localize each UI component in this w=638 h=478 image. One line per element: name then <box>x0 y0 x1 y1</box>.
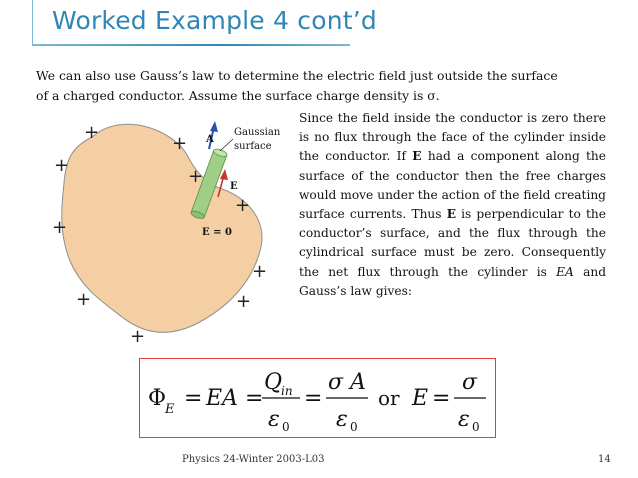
title-underline <box>32 44 350 46</box>
plus-sign: + <box>52 217 68 238</box>
conductor-diagram <box>52 111 295 346</box>
eq-epsilon-1-sub: 0 <box>282 420 290 434</box>
intro-line-1: We can also use Gauss’s law to determine the electric field just outside the surface <box>36 68 558 83</box>
plus-sign: + <box>130 326 146 346</box>
plus-sign: + <box>188 166 204 187</box>
explanation-paragraph: Since the field inside the conductor is zero there is no flux through the face of the cylinder inside the conductor. If E had a component along the surface of the conductor then the free charges would move under the action of the field creating surface currents. Thus E is perpendicular to the conductor’s surface, and the flux through the cylindrical surface must be zero. Consequently the net flux through the cylinder is EA and Gauss’s law gives: <box>299 111 606 298</box>
eq-equals-1: = <box>184 386 203 411</box>
eq-epsilon-2-sub: 0 <box>350 420 358 434</box>
label-E: E <box>230 181 238 192</box>
eq-Q-subscript: in <box>281 384 293 398</box>
intro-line-2: of a charged conductor. Assume the surface charge density is σ. <box>36 88 440 103</box>
label-surface: surface <box>234 141 272 152</box>
eq-epsilon-3-sub: 0 <box>472 420 480 434</box>
eq-equals-2: = <box>245 386 264 411</box>
eq-phi-subscript: E <box>165 402 175 417</box>
eq-epsilon-2: ε <box>336 407 348 432</box>
eq-epsilon-1: ε <box>268 407 280 432</box>
label-gaussian: Gaussian <box>234 127 281 138</box>
footer-course: Physics 24-Winter 2003-L03 <box>182 454 325 465</box>
gauss-law-equation <box>140 359 495 437</box>
label-A: A <box>206 134 214 145</box>
slide-title: Worked Example 4 cont’d <box>52 6 377 35</box>
label-E-zero: E = 0 <box>202 227 232 238</box>
eq-E: E <box>412 386 429 411</box>
eq-sigma: σ <box>462 370 478 395</box>
plus-sign: + <box>252 261 268 282</box>
plus-sign: + <box>236 291 252 312</box>
eq-Q: Q <box>264 370 283 395</box>
plus-sign: + <box>54 155 70 176</box>
eq-equals-3: = <box>304 386 323 411</box>
plus-sign: + <box>172 133 188 154</box>
plus-sign: + <box>76 289 92 310</box>
intro-text <box>36 66 626 106</box>
eq-epsilon-3: ε <box>458 407 470 432</box>
eq-phi: Φ <box>148 386 167 411</box>
eq-or: or <box>378 386 400 410</box>
plus-sign: + <box>235 195 251 216</box>
page-number: 14 <box>598 454 611 465</box>
eq-sigmaA: σ A <box>328 370 366 395</box>
plus-sign: + <box>84 122 100 143</box>
conductor-figure <box>52 111 295 346</box>
accent-line <box>32 0 33 44</box>
eq-EA: EA <box>206 386 238 411</box>
equation-box <box>139 358 496 438</box>
label-pointer <box>220 139 233 151</box>
eq-equals-4: = <box>432 386 451 411</box>
